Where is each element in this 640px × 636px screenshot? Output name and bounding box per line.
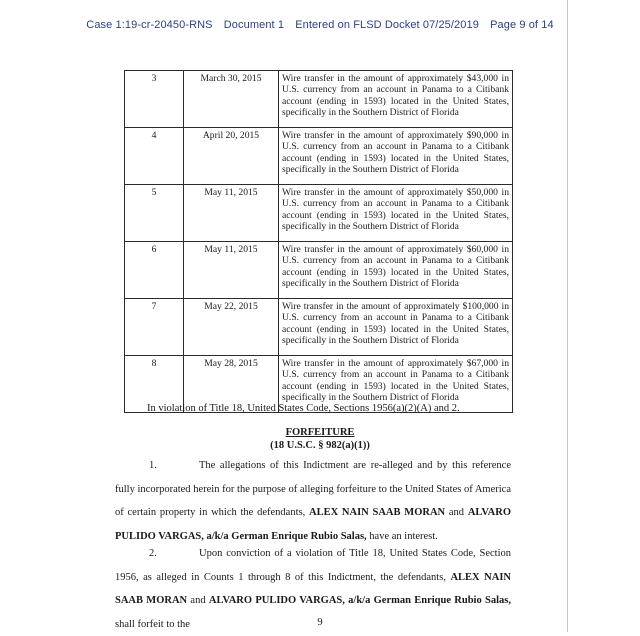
date-cell: April 20, 2015	[184, 128, 279, 185]
paragraph-text: The allegations of this Indictment are re-alleged and by this reference fully incorporated herein for the purpose of alleging forfeiture to the United States of America of certain property in which the defendants,	[115, 460, 511, 518]
count-cell: 3	[125, 71, 184, 128]
table-row	[125, 242, 513, 299]
docket-header	[0, 19, 640, 31]
page-number: 9	[317, 617, 323, 628]
defendant-name: ALVARO PULIDO VARGAS, a/k/a German Enrique Rubio Salas,	[115, 507, 511, 542]
count-cell: 5	[125, 185, 184, 242]
defendant-name: ALEX NAIN SAAB MORAN	[115, 571, 511, 606]
date-cell: May 28, 2015	[184, 356, 279, 413]
count-cell: 8	[125, 356, 184, 413]
date-cell: May 11, 2015	[184, 242, 279, 299]
defendant-name: ALEX NAIN SAAB MORAN	[308, 507, 446, 518]
forfeiture-heading: FORFEITURE	[285, 427, 355, 438]
paragraph-number: 2.	[149, 548, 157, 559]
description-cell: Wire transfer in the amount of approximately $60,000 in U.S. currency from an account in Panama to a Citibank account (ending in 1593) located in the United States, specifically in the Southern District of Florida	[279, 242, 513, 299]
violation-statement: In violation of Title 18, United States Code, Sections 1956(a)(2)(A) and 2.	[147, 403, 460, 414]
entered-date: Entered on FLSD Docket 07/25/2019	[295, 19, 479, 31]
table-row	[125, 299, 513, 356]
paragraph-1	[115, 454, 511, 548]
count-cell: 7	[125, 299, 184, 356]
paragraph-text: and	[445, 507, 468, 518]
counts-table	[124, 70, 513, 413]
forfeiture-statute: (18 U.S.C. § 982(a)(1))	[270, 440, 370, 451]
description-cell: Wire transfer in the amount of approximately $100,000 in U.S. currency from an account in Panama to a Citibank account (ending in 1593) located in the United States, specifically in the Southern District of Florida	[279, 299, 513, 356]
defendant-name: ALVARO PULIDO VARGAS, a/k/a German Enrique Rubio Salas,	[208, 595, 511, 606]
description-cell: Wire transfer in the amount of approximately $43,000 in U.S. currency from an account in Panama to a Citibank account (ending in 1593) located in the United States, specifically in the Southern District of Florida	[279, 71, 513, 128]
paragraph-text: and	[187, 595, 209, 606]
date-cell: May 11, 2015	[184, 185, 279, 242]
table-row	[125, 71, 513, 128]
document-number: Document 1	[223, 19, 285, 31]
table-row	[125, 185, 513, 242]
description-cell: Wire transfer in the amount of approximately $50,000 in U.S. currency from an account in Panama to a Citibank account (ending in 1593) located in the United States, specifically in the Southern District of Florida	[279, 185, 513, 242]
count-cell: 6	[125, 242, 184, 299]
date-cell: March 30, 2015	[184, 71, 279, 128]
description-cell: Wire transfer in the amount of approximately $67,000 in U.S. currency from an account in Panama to a Citibank account (ending in 1593) located in the United States, specifically in the Southern District of Florida	[279, 356, 513, 413]
paragraph-text: shall forfeit to the	[115, 618, 190, 630]
paragraph-text: Upon conviction of a violation of Title 18, United States Code, Section 1956, as alleged in Counts 1 through 8 of this Indictment, the defendants,	[115, 548, 511, 583]
count-cell: 4	[125, 128, 184, 185]
date-cell: May 22, 2015	[184, 299, 279, 356]
description-cell: Wire transfer in the amount of approximately $90,000 in U.S. currency from an account in Panama to a Citibank account (ending in 1593) located in the United States, specifically in the Southern District of Florida	[279, 128, 513, 185]
table-row	[125, 128, 513, 185]
paragraph-text: have an interest.	[366, 530, 438, 542]
paragraph-number: 1.	[149, 460, 157, 471]
case-number: Case 1:19-cr-20450-RNS	[86, 19, 213, 31]
page-edge	[567, 0, 568, 632]
page-count: Page 9 of 14	[490, 19, 554, 31]
